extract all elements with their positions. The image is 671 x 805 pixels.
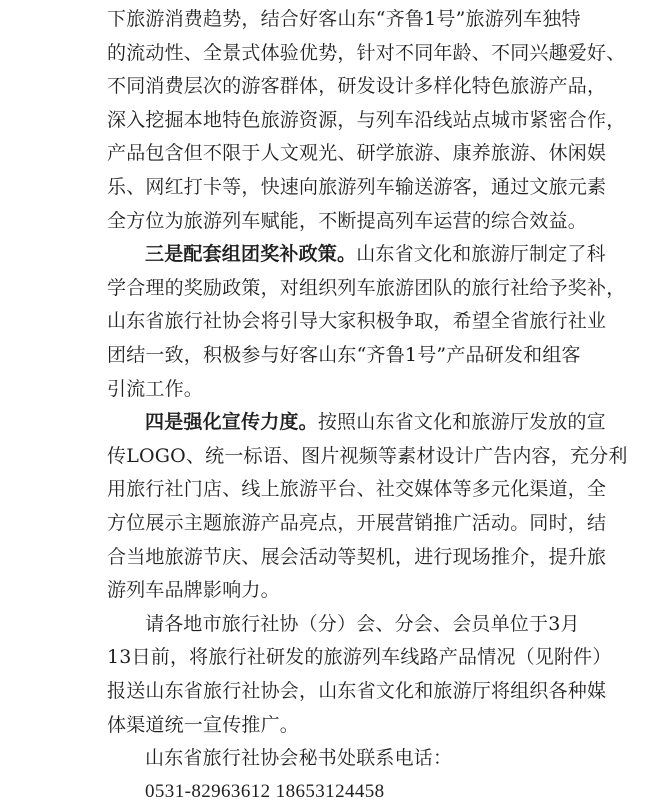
paragraph-2-first-line-text: 山东省文化和旅游厅制定了科 bbox=[356, 243, 606, 265]
paragraph-3-line-4: 方位展示主题旅游产品亮点，开展营销推广活动。同时，结 bbox=[107, 512, 607, 534]
paragraph-3-line-6: 游列车品牌影响力。 bbox=[107, 579, 280, 601]
paragraph-4-line-4: 体渠道统一宣传推广。 bbox=[107, 714, 300, 736]
paragraph-1-line-7: 全方位为旅游列车赋能，不断提高列车运营的综合效益。 bbox=[107, 210, 588, 232]
paragraph-1-line-4: 深入挖掘本地特色旅游资源，与列车沿线站点城市紧密合作， bbox=[107, 109, 626, 131]
paragraph-2-line-5: 引流工作。 bbox=[107, 378, 204, 400]
paragraph-3-first-line bbox=[145, 409, 606, 435]
paragraph-3-line-3: 用旅行社门店、线上旅游平台、社交媒体等多元化渠道，全 bbox=[107, 478, 607, 500]
paragraph-4-line-1: 请各地市旅行社协（分）会、分会、会员单位于3月 bbox=[145, 613, 580, 635]
paragraph-3-line-5: 合当地旅游节庆、展会活动等契机，进行现场推介，提升旅 bbox=[107, 546, 607, 568]
paragraph-2-line-2: 学合理的奖励政策，对组织列车旅游团队的旅行社给予奖补， bbox=[107, 277, 626, 299]
paragraph-1-line-5: 产品包含但不限于人文观光、研学旅游、康养旅游、休闲娱 bbox=[107, 142, 607, 164]
contact-label: 山东省旅行社协会秘书处联系电话： bbox=[145, 747, 453, 769]
paragraph-2-line-4: 团结一致，积极参与好客山东“齐鲁1号”产品研发和组客 bbox=[107, 344, 581, 366]
paragraph-2-line-3: 山东省旅行社协会将引导大家积极争取，希望全省旅行社业 bbox=[107, 310, 607, 332]
paragraph-1-line-6: 乐、网红打卡等，快速向旅游列车输送游客，通过文旅元素 bbox=[107, 176, 607, 198]
paragraph-4-line-2: 13日前，将旅行社研发的旅游列车线路产品情况（见附件） bbox=[107, 646, 612, 668]
paragraph-1-line-1: 下旅游消费趋势，结合好客山东“齐鲁1号”旅游列车独特 bbox=[107, 8, 581, 30]
paragraph-3-first-line-text: 按照山东省文化和旅游厅发放的宣 bbox=[317, 411, 606, 433]
paragraph-2-first-line bbox=[145, 241, 606, 267]
paragraph-3-heading: 四是强化宣传力度。 bbox=[145, 411, 318, 433]
paragraph-2-heading: 三是配套组团奖补政策。 bbox=[145, 243, 357, 265]
paragraph-1-line-3: 不同消费层次的游客群体，研发设计多样化特色旅游产品， bbox=[107, 75, 607, 97]
paragraph-1-line-2: 的流动性、全景式体验优势，针对不同年龄、不同兴趣爱好、 bbox=[107, 42, 626, 64]
paragraph-3-line-2: 传LOGO、统一标语、图片视频等素材设计广告内容，充分利 bbox=[107, 445, 628, 467]
contact-phones: 0531-82963612 18653124458 bbox=[145, 781, 385, 802]
paragraph-4-line-3: 报送山东省旅行社协会，山东省文化和旅游厅将组织各种媒 bbox=[107, 680, 607, 702]
